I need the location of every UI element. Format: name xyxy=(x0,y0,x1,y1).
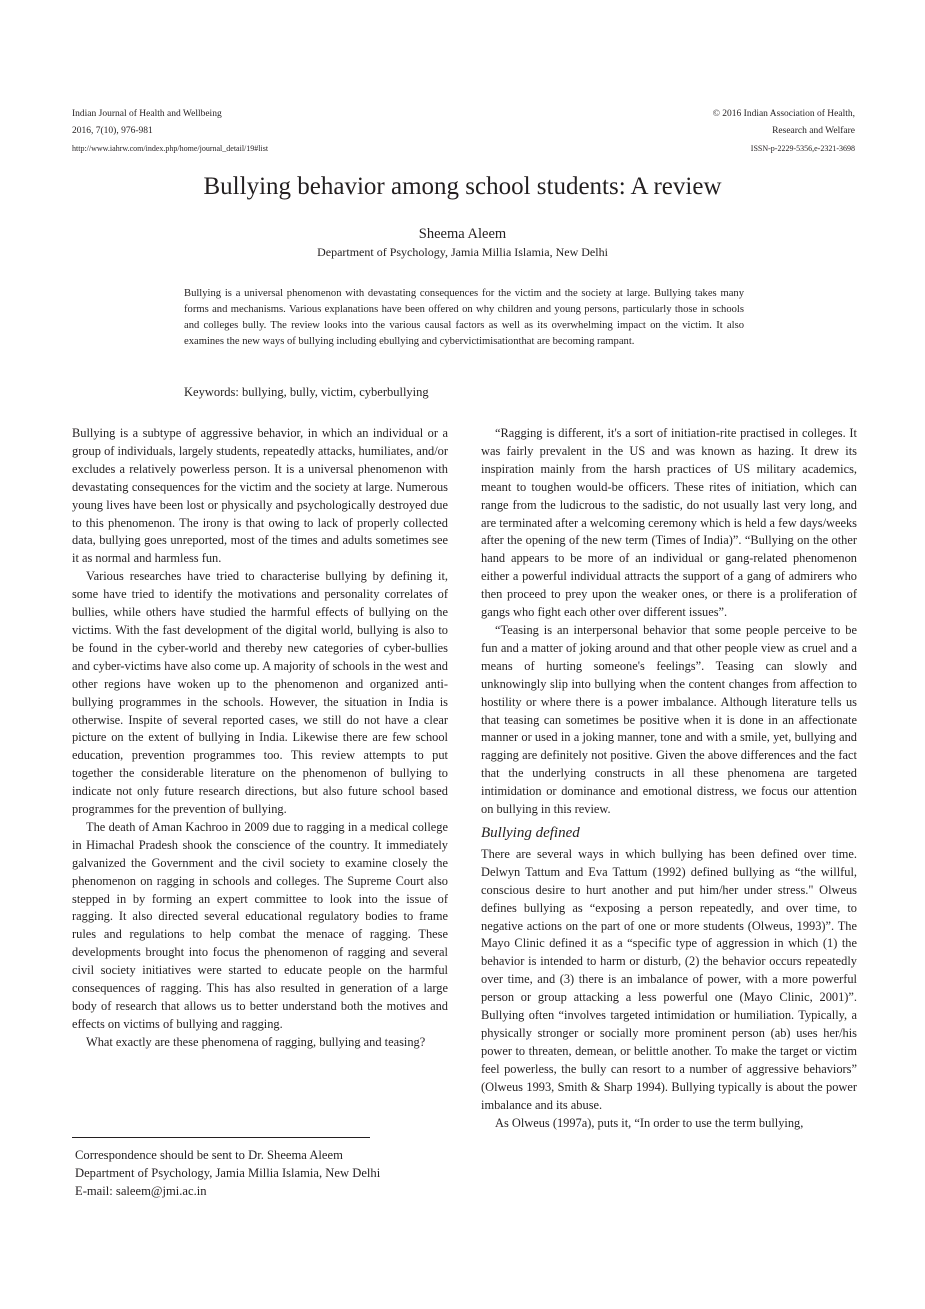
paragraph: Bullying is a subtype of aggressive behavior, in which an individual or a group of individuals, largely students, repeatedly attacks, humiliates, and/or excludes a relatively powerless person. It is a universal phenomenon with devastating consequences for the victim and the society at large. Numerous young lives have been lost or physically and psychologically destroyed due to this phenomenon. The irony is that owing to lack of properly collected data, bullying goes unreported, most of the times and adults sometimes see it as normal and harmless fun. xyxy=(72,426,448,566)
paper-title: Bullying behavior among school students: A review xyxy=(203,173,722,200)
keywords: Keywords: bullying, bully, victim, cyberbullying xyxy=(184,385,429,399)
issn: ISSN-p-2229-5356,e-2321-3698 xyxy=(750,144,855,153)
copyright-line: © 2016 Indian Association of Health, xyxy=(712,109,855,119)
running-header-right xyxy=(475,106,855,157)
journal-volume: 2016, 7(10), 976-981 xyxy=(72,126,153,136)
paragraph: There are several ways in which bullying has been defined over time. Delwyn Tattum and Eva Tattum (1992) defined bullying as “the willful, conscious desire to hurt another and put him/her under stress." Olweus defines bullying as “exposing a person repeatedly, and over time, to negative actions on the part of one or more students (Olweus, 1993)”. The Mayo Clinic defined it as a “specific type of aggression in which (1) the behavior is intended to harm or disturb, (2) the behavior occurs repeatedly over time, and (3) there is an imbalance of power, with a more powerful person or group attacking a less powerful one (Mayo Clinic, 2001)”. Bullying often “involves targeted intimidation or humiliation. Typically, a physically stronger or socially more prominent person (ab) uses her/his power to threaten, demean, or belittle another. To make the target or victim feel powerless, the bully can resort to a number of aggressive behaviors” (Olweus 1993, Smith & Sharp 1994). Bullying typically is about the power imbalance and its abuse. xyxy=(481,846,857,1112)
journal-name: Indian Journal of Health and Wellbeing xyxy=(72,109,222,119)
paragraph: “Teasing is an interpersonal behavior that some people perceive to be fun and a matter of joking around and that other people view as cruel and a means of hurting someone's feelings”. Teasing can slowly and unknowingly slip into bullying when the content changes from affection to hostility or where there is a power imbalance. Although literature tells us that teasing can sometimes be positive when it is done in an affectionate manner or used in a joking manner, tone and with a smile, yet, bullying and ragging are definitely not positive. Given the above differences and the fact that the underlying constructs in all these phenomena are targeted intimidation or dominance and emotional distress, we focus our attention on bullying in this review. xyxy=(481,622,857,817)
correspondence-line: Correspondence should be sent to Dr. Sheema Aleem xyxy=(75,1148,343,1162)
paragraph: “Ragging is different, it's a sort of initiation-rite practised in colleges. It was fairly prevalent in the US and was known as hazing. It drew its inspiration mainly from the harsh practices of US military academics, meant to toughen would-be officers. These rites of initiation, which can range from the ludicrous to the sadistic, do not usually last very long, and are terminated after a welcoming ceremony which is held a few days/weeks after the opening of the new term (Times of India)”. “Bullying on the other hand appears to be more of an individual or gang-related phenomenon either a powerful individual attracts the support of a gang of admirers who then proceed to prey upon the weaker ones, or there is a proliferation of gangs who fight each other over different issues”. xyxy=(481,426,857,620)
right-column xyxy=(481,425,857,1132)
journal-url[interactable]: http://www.iahrw.com/index.php/home/journal_detail/19#list xyxy=(72,144,269,153)
author-affiliation: Department of Psychology, Jamia Millia Islamia, New Delhi xyxy=(317,245,608,259)
correspondence-email[interactable]: E-mail: saleem@jmi.ac.in xyxy=(75,1184,207,1198)
left-column xyxy=(72,425,448,1052)
paragraph: Various researches have tried to characterise bullying by defining it, some have tried to identify the motivations and personality correlates of bullies, while others have studied the harmful effects of bullying on the victims. With the fast development of the digital world, bullying is also to be found in the cyber-world and thereby new categories of cyber-bullies and cyber-victims have also come up. A majority of schools in the west and other regions have woken up to the phenomenon and organized anti-bullying programmes in the schools. However, the situation in India is otherwise. Inspite of several reported cases, we still do not have a clear picture on the extent of bullying in India. Likewise there are few school education, prevention programmes too. This review attempts to put together the considerable literature on the phenomenon of bullying to indicate not only future research directions, but also future school based programmes for the prevention of bullying. xyxy=(72,569,448,817)
section-heading: Bullying defined xyxy=(481,824,580,841)
footnote-divider xyxy=(72,1137,370,1138)
abstract: Bullying is a universal phenomenon with devastating consequences for the victim and the society at large. Bullying takes many forms and mechanisms. Various explanations have been offered on why children and young persons, particularly those in schools and colleges bully. The review looks into the various causal factors as well as its overwhelming impact on the victim. It also examines the new ways of bullying including ebullying and cybervictimisationthat are becoming rampant. xyxy=(184,288,744,347)
paragraph: What exactly are these phenomena of ragging, bullying and teasing? xyxy=(86,1034,426,1049)
running-header-left xyxy=(72,106,452,157)
author-name: Sheema Aleem xyxy=(418,226,507,242)
copyright-line-2: Research and Welfare xyxy=(772,126,855,136)
correspondence-note xyxy=(75,1146,451,1200)
paragraph: The death of Aman Kachroo in 2009 due to ragging in a medical college in Himachal Pradesh shook the conscience of the country. It immediately galvanized the Government and the civil society to examine closely the phenomenon on ragging in schools and colleges. The Supreme Court also stepped in by forming an expert committee to look into the issue of ragging. It also directed several educational regulatory bodies to frame rules and regulations to help combat the menace of ragging. These developments brought into focus the phenomenon of ragging and several civil society initiatives were started to educate people on the harmful consequences of ragging. This has also resulted in generation of a large body of research that allows us to better understand both the motives and effects on victims of bullying and ragging. xyxy=(72,819,448,1031)
correspondence-department: Department of Psychology, Jamia Millia Islamia, New Delhi xyxy=(75,1166,381,1180)
paragraph: As Olweus (1997a), puts it, “In order to use the term bullying, xyxy=(495,1115,804,1130)
